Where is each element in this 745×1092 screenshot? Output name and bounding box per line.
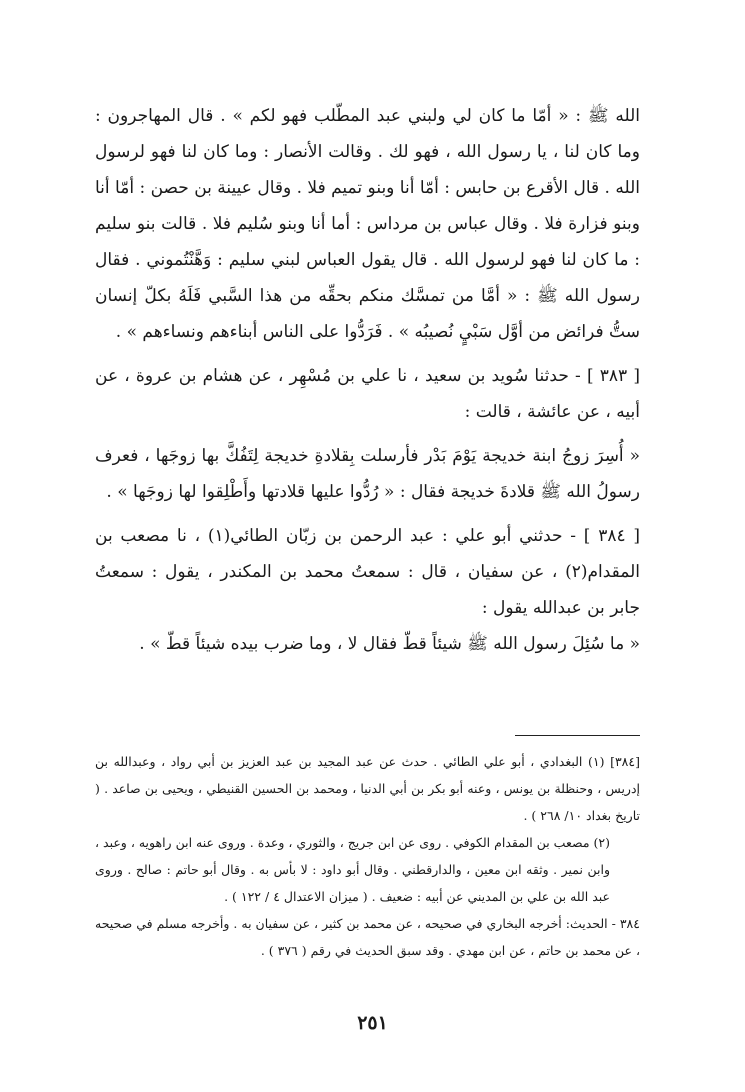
- footnote-1: [٣٨٤] (١) البغدادي ، أبو علي الطائي . حدث عن عبد المجيد بن عبد العزيز بن أبي رواد ، وعبدالله بن إدريس ، وحنظلة بن يونس ، وعنه أبو بكر بن أبي الدنيا ، ومحمد بن الحسين القنيطي ، ويحيى بن صاعد . ( تاريخ بغداد ١٠/ ٢٦٨ ) .: [95, 754, 640, 823]
- hadith-383-matn: « أُسِرَ زوجُ ابنة خديجة يَوْمَ بَدْر فأرسلت بِقلادةِ خديجة لِتَفُكَّ بها زوجَها ، فعرف رسولُ الله ﷺ قلادةَ خديجة فقال : « رُدُّوا عليها قلادتها وأَطْلِقوا لها زوجَها » .: [95, 446, 640, 502]
- hadith-383-isnad: [ ٣٨٣ ] - حدثنا سُويد بن سعيد ، نا علي بن مُسْهِر ، عن هشام بن عروة ، عن أبيه ، عن عائشة ، قالت :: [95, 366, 640, 422]
- footnote-2: (٢) مصعب بن المقدام الكوفي . روى عن ابن جريج ، والثوري ، وعدة . وروى عنه ابن راهويه ، وعبد ، وابن نمير . وثقه ابن معين ، والدارقطني . وقال أبو داود : لا بأس به . وقال أبو حاتم : صالح . وروى عبد الله بن علي بن المديني عن أبيه : ضعيف . ( ميزان الاعتدال ٤ / ١٢٢ ) .: [95, 835, 610, 904]
- page-number: ٢٥١: [357, 1012, 388, 1034]
- main-text: [95, 98, 640, 662]
- paragraph-1: الله ﷺ : « أمّا ما كان لي ولبني عبد المطّلب فهو لكم » . قال المهاجرون : وما كان لنا ، يا رسول الله ، فهو لك . وقالت الأنصار : وما كان لنا فهو لرسول الله . قال الأقرع بن حابس : أمّا أنا وبنو تميم فلا . وقال عيينة بن حصن : أمّا أنا وبنو فزارة فلا . وقال عباس بن مرداس : أما أنا وبنو سُليم فلا . قالت بنو سليم : ما كان لنا فهو لرسول الله . قال يقول العباس لبني سليم : وَهَّنْتُموني . فقال رسول الله ﷺ : « أمَّا من تمسَّك منكم بحقِّه من هذا السَّبي فَلَهُ بكلّ إنسان ستُّ فرائض من أوَّل سَبْيٍ نُصيبُه » . فَرَدُّوا على الناس أبناءهم ونساءهم » .: [95, 106, 640, 342]
- footnote-takhrij: ٣٨٤ - الحديث: أخرجه البخاري في صحيحه ، عن محمد بن كثير ، عن سفيان به . وأخرجه مسلم في صحيحه ، عن محمد بن حاتم ، عن ابن مهدي . وقد سبق الحديث في رقم ( ٣٧٦ ) .: [95, 916, 640, 958]
- footnote-divider: [515, 735, 640, 736]
- hadith-384-matn: « ما سُئِلَ رسول الله ﷺ شيئاً قطّ فقال لا ، وما ضرب بيده شيئاً قطّ » .: [139, 634, 640, 654]
- hadith-384-isnad: [ ٣٨٤ ] - حدثني أبو علي : عبد الرحمن بن زبّان الطائي(١) ، نا مصعب بن المقدام(٢) ، عن سفيان ، قال : سمعتُ محمد بن المكندر ، يقول : سمعتُ جابر بن عبدالله يقول :: [95, 526, 640, 618]
- footnotes: [95, 748, 640, 964]
